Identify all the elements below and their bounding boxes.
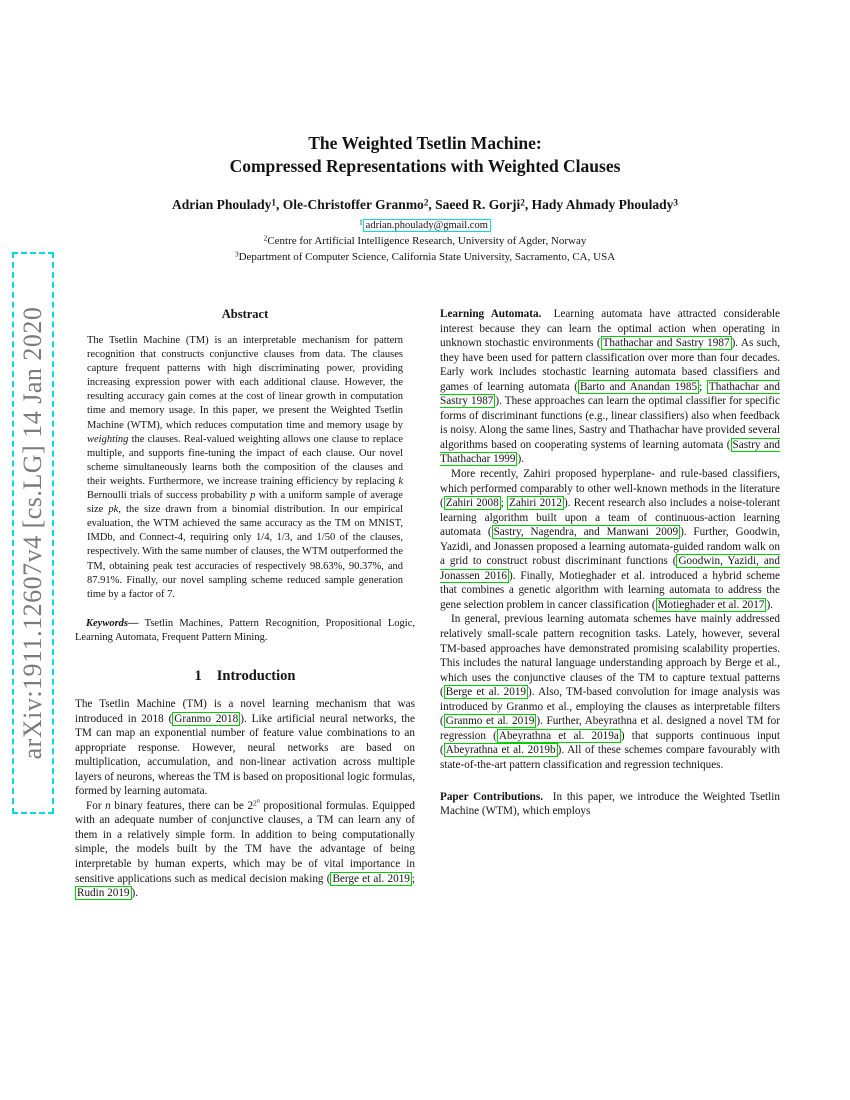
related-work-paragraph-3	[440, 612, 780, 772]
text-segment: ;	[411, 872, 415, 885]
two-column-body	[0, 307, 850, 901]
learning-automata-paragraph	[440, 307, 780, 467]
citation-goodwin-yazidi-jonassen-2016[interactable]: Goodwin, Yazidi, and Jonassen 2016	[440, 555, 780, 582]
intro-paragraph-2	[75, 799, 415, 901]
text-segment: , Ole-Christoffer Granmo	[275, 197, 424, 212]
text-segment: Learning automata have attracted considerable interest because they can learn the optimal action when operating in unknown stochastic environments (	[440, 308, 780, 350]
text-segment: n	[256, 798, 260, 805]
citation-motieghader-2017[interactable]: Motieghader et al. 2017	[657, 598, 765, 611]
section-heading-introduction	[75, 668, 415, 685]
text-segment: The Tsetlin Machine (TM) is an interpretable mechanism for pattern recognition that constructs conjunctive clauses from data. The clauses capture frequent patterns with high discriminating power, providing increasing expression power with each additional clause. However, the resulting accuracy gain comes at the cost of linear growth in computation time and memory usage. In this paper, we present the Weighted Tsetlin Machine (WTM), which reduces computation time and memory usage by	[87, 335, 403, 431]
text-segment: ;	[699, 380, 707, 393]
citation-sastry-thathachar-1999[interactable]: Sastry and Thathachar 1999	[440, 438, 781, 466]
text-segment: , Saeed R. Gorji	[428, 197, 521, 212]
citation-zahiri-2012[interactable]: Zahiri 2012	[509, 497, 562, 510]
text-segment: For	[86, 799, 106, 812]
text-segment: In this paper, we introduce the Weighted Tsetlin Machine (WTM), which employs	[440, 790, 780, 818]
arxiv-watermark	[12, 252, 54, 814]
text-segment: , Hady Ahmady Phoulady	[524, 197, 674, 212]
email-link[interactable]: adrian.phoulady@gmail.com	[363, 219, 491, 232]
text-segment: ). Further, Goodwin, Yazidi, and Jonassen proposed a learning automata-guided random walk on a grid to construct robust discriminant functions (	[440, 526, 780, 568]
text-segment: p	[250, 490, 256, 502]
email-line	[0, 220, 850, 231]
paper-title-line-1: The Weighted Tsetlin Machine:	[308, 133, 542, 153]
text-segment: Department of Computer Science, California State University, Sacramento, CA, USA	[238, 250, 616, 263]
text-segment: 3	[234, 249, 239, 258]
text-segment: k	[398, 475, 403, 487]
text-segment: ;	[500, 497, 508, 510]
text-segment: ). As such, they have been used for pattern classification over more than four decades. Early work includes stochastic learning automata based classifiers and games of learning automata (	[440, 337, 780, 393]
citation-abeyrathna-2019a[interactable]: Abeyrathna et al. 2019a	[498, 729, 619, 742]
text-segment: ). These approaches can learn the optimal classifier for specific forms of discriminant functions (e.g., linear classifiers) also when feedback is noisy. Along the same lines, Sastry and Thathachar have provided several algorithms based on cooperating systems of learning automata (	[440, 395, 781, 451]
citation-thathachar-sastry-1987[interactable]: Thathachar and Sastry 1987	[440, 380, 780, 408]
text-segment: 2	[253, 798, 257, 808]
text-segment: ). All of these schemes compare favourably with state-of-the-art pattern classification and regression techniques.	[440, 744, 780, 771]
citation-abeyrathna-2019b[interactable]: Abeyrathna et al. 2019b	[445, 744, 556, 757]
author-line	[0, 197, 850, 213]
text-segment: The Tsetlin Machine (TM) is a novel learning mechanism that was introduced in 2018 (	[75, 697, 415, 725]
abstract-heading: Abstract	[221, 307, 269, 321]
left-column	[75, 307, 415, 901]
text-segment: binary features, there can be	[110, 799, 248, 812]
section-number: 1	[194, 667, 202, 684]
arxiv-watermark-label: arXiv:1911.12607v4 [cs.LG] 14 Jan 2020	[18, 306, 47, 760]
related-work-paragraph-2	[440, 467, 780, 612]
paper-title-line-2: Compressed Representations with Weighted Clauses	[229, 156, 621, 176]
text-segment: ).	[131, 887, 139, 900]
paper-title	[0, 132, 850, 178]
text-segment: 3	[673, 197, 679, 208]
text-segment: Learning Automata.	[440, 308, 542, 320]
citation-rudin-2019[interactable]: Rudin 2019	[77, 887, 130, 900]
text-segment: ). Like artificial neural networks, the TM can map an exponential number of feature value combinations to an appropriate response. However, neural networks are based on multiplication, accumulation, and non-linear activation across multiple layers of neurons, whereas the TM is based on propositional logic formulas, formed by learning automata.	[75, 712, 416, 798]
text-segment: ). Also, TM-based convolution for image analysis was introduced by Granmo et al., employing the clauses as interpretable filters (	[440, 686, 780, 728]
right-column	[440, 307, 780, 901]
abstract-text	[75, 334, 415, 602]
text-segment: Paper Contributions.	[440, 790, 544, 803]
paper-header	[0, 0, 850, 265]
text-segment: Adrian Phoulady	[171, 197, 272, 212]
text-segment: Keywords—	[86, 617, 139, 629]
citation-sastry-nagendra-manwani-2009[interactable]: Sastry, Nagendra, and Manwani 2009	[493, 526, 679, 539]
text-segment: ). Finally, Motieghader et al. introduced a hybrid scheme that combines a genetic algorithm with learning automata to address the gene selection problem in cancer classification (	[440, 569, 780, 611]
citation-zahiri-2008[interactable]: Zahiri 2008	[445, 497, 499, 510]
affiliation-line-2	[0, 234, 850, 250]
text-segment: ). Further, Abeyrathna et al. designed a novel TM for regression (	[440, 715, 780, 742]
affiliations	[0, 234, 850, 265]
text-segment: 2	[423, 197, 429, 208]
affiliation-line-3	[0, 250, 850, 266]
text-segment: More recently, Zahiri proposed hyperplane- and rule-based classifiers, which performed comparably to other well-known methods in the literature (	[440, 468, 780, 510]
text-segment: Bernoulli trials of success probability	[87, 490, 251, 502]
keywords-text	[75, 617, 415, 645]
text-segment: weighting	[87, 433, 129, 445]
text-segment: 2	[247, 799, 254, 812]
text-segment: ) that supports continuous input (	[440, 729, 780, 757]
text-segment: n	[105, 799, 111, 812]
text-segment: 1	[359, 218, 363, 227]
text-segment: ).	[517, 453, 525, 466]
text-segment: 1	[271, 197, 276, 208]
text-segment: In general, previous learning automata schemes have mainly addressed relatively small-scale pattern recognition tasks. Lately, however, several TM-based approaches have demonstrated promising scalability properties. This includes the natural language understanding approach by Berge et al., which uses the conjunctive clauses of the TM to capture textual patterns (	[440, 613, 780, 699]
text-segment: , the size drawn from a binomial distribution. In our empirical evaluation, the WTM achieved the same accuracy as the TM on MNIST, IMDb, and Connect-4, requiring only 1/4, 1/3, and 1/50 of the clauses, respectively. With the same number of clauses, the WTM outperformed the TM, obtaining peak test accuracies of respectively 98.63%, 90.37%, and 87.91%. Finally, our novel sampling scheme reduced sample generation time by a factor of 7.	[87, 504, 403, 600]
citation-berge-2019[interactable]: Berge et al. 2019	[332, 872, 410, 885]
text-segment: pk	[108, 504, 119, 516]
text-segment: the clauses. Real-valued weighting allows one clause to replace multiple, and supports fine-tuning the impact of each clause. Our novel scheme simultaneously learns both the composition of the clauses and their weights. Furthermore, we increase training efficiency by replacing	[87, 433, 403, 487]
citation-thathachar-sastry-1987[interactable]: Thathachar and Sastry 1987	[602, 337, 730, 350]
text-segment: Tsetlin Machines, Pattern Recognition, Propositional Logic, Learning Automata, Frequent Pattern Mining.	[75, 617, 415, 643]
citation-granmo-2018[interactable]: Granmo 2018	[174, 712, 239, 725]
intro-paragraph-1	[75, 697, 415, 799]
text-segment: 2	[263, 233, 268, 243]
text-segment: 2	[520, 197, 525, 208]
citation-berge-2019[interactable]: Berge et al. 2019	[445, 686, 527, 699]
paper-contributions-paragraph	[440, 790, 780, 819]
text-segment: ). Recent research also includes a noise-tolerant learning algorithm built upon a team of continuous-action learning automata (	[440, 497, 781, 539]
citation-barto-anandan-1985[interactable]: Barto and Anandan 1985	[579, 380, 698, 393]
text-segment: ).	[766, 598, 773, 611]
text-segment: Centre for Artificial Intelligence Research, University of Agder, Norway	[267, 235, 587, 247]
text-segment: with a uniform sample of average size	[87, 490, 403, 516]
section-title: Introduction	[216, 667, 296, 684]
text-segment: propositional formulas. Equipped with an adequate number of conjunctive clauses, a TM can learn any of them in a relatively simple form. In addition to being computationally simple, the models built by the TM have the advantage of being interpretable by human experts, which may be of vital importance in sensitive applications such as medical decision making (	[75, 799, 415, 885]
citation-granmo-2019[interactable]: Granmo et al. 2019	[445, 715, 535, 728]
